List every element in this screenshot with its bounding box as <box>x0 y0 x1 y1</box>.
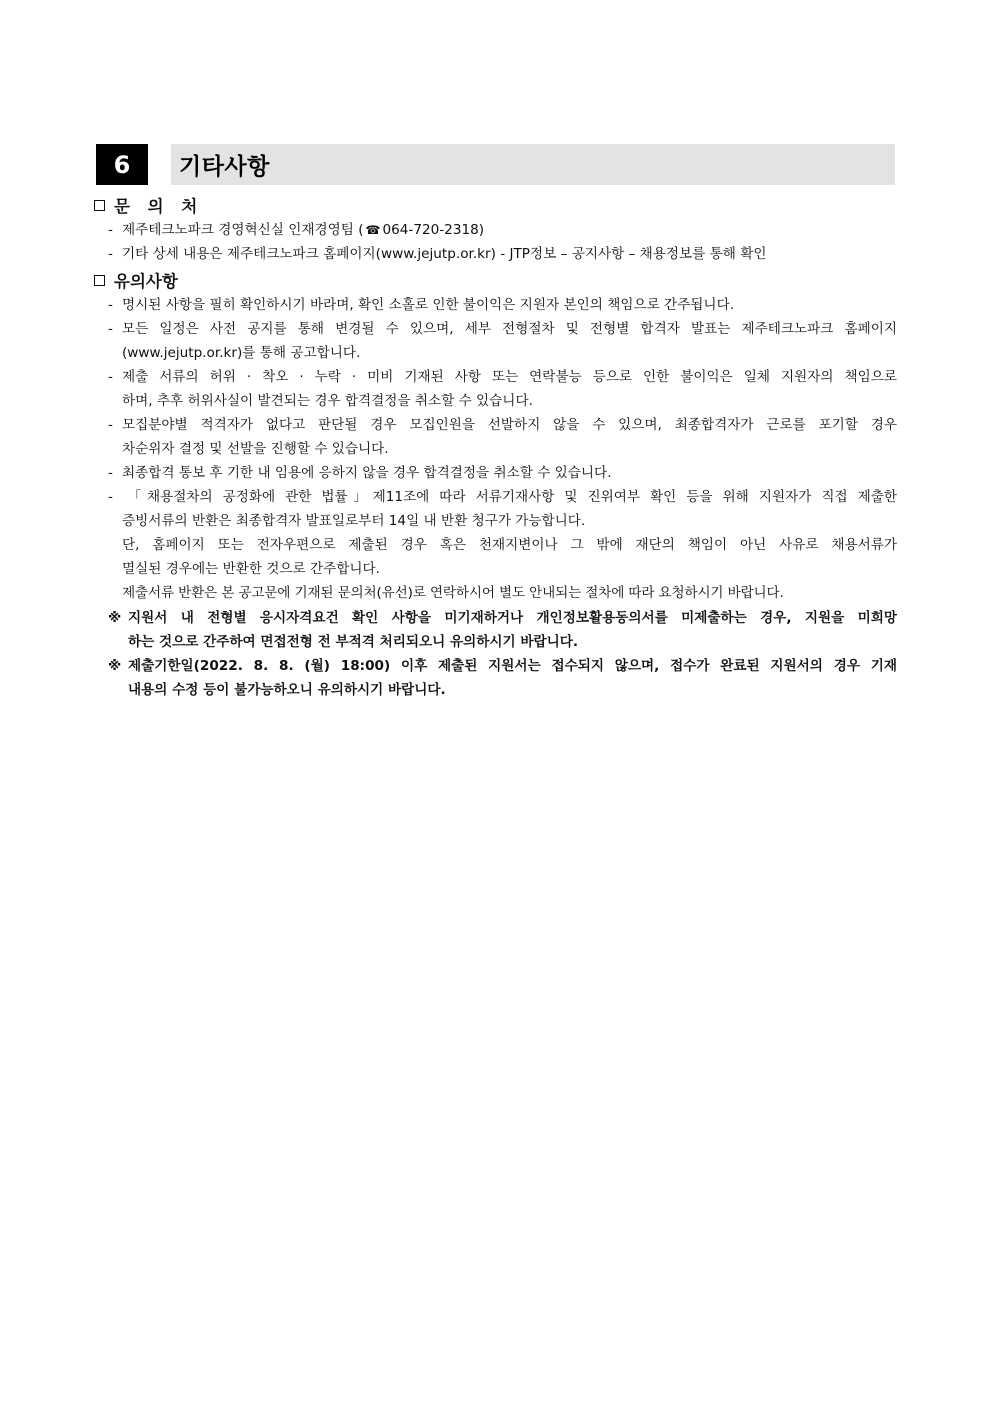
note-item: - 모든 일정은 사전 공지를 통해 변경될 수 있으며, 세부 전형절차 및 전형별 합격자 발표는 제주테크노파크 홈페이지 <box>108 321 897 337</box>
contact-dept: 제주테크노파크 경영혁신실 인재경영팀 <box>122 222 354 238</box>
telephone-icon: ☎ <box>365 223 381 237</box>
note-item-cont: 하며, 추후 허위사실이 발견되는 경우 합격결정을 취소할 수 있습니다. <box>122 393 533 409</box>
section-title-bar <box>171 144 895 185</box>
contact-detail: 기타 상세 내용은 제주테크노파크 홈페이지(www.jejutp.or.kr) - JTP정보 – 공지사항 – 채용정보를 통해 확인 <box>122 246 767 262</box>
note-item: - 제출 서류의 허위 · 착오 · 누락 · 미비 기재된 사항 또는 연락불능 등으로 인한 불이익은 일체 지원자의 책임으로 <box>108 369 897 385</box>
note-item-cont: 멸실된 경우에는 반환한 것으로 간주합니다. <box>122 561 380 577</box>
note-item-cont: 제출서류 반환은 본 공고문에 기재된 문의처(유선)로 연락하시어 별도 안내되는 절차에 따라 요청하시기 바랍니다. <box>122 585 784 601</box>
checkbox-square-icon <box>94 200 105 211</box>
section-title: 기타사항 <box>179 154 270 180</box>
warning-note: ※ 제출기한일(2022. 8. 8. (월) 18:00) 이후 제출된 지원서는 접수되지 않으며, 접수가 완료된 지원서의 경우 기재 <box>108 654 897 678</box>
contact-line-dept: - 제주테크노파크 경영혁신실 인재경영팀 ( ☎ 064-720-2318) <box>108 218 484 242</box>
note-item: - 모집분야별 적격자가 없다고 판단될 경우 모집인원을 선발하지 않을 수 있으며, 최종합격자가 근로를 포기할 경우 <box>108 417 897 433</box>
reference-mark-icon: ※ <box>108 610 122 626</box>
warning-note: ※ 지원서 내 전형별 응시자격요건 확인 사항을 미기재하거나 개인정보활용동의서를 미제출하는 경우, 지원을 미희망 <box>108 606 897 630</box>
note-item-cont: (www.jejutp.or.kr)를 통해 공고합니다. <box>122 345 361 361</box>
note-item-cont: 증빙서류의 반환은 최종합격자 발표일로부터 14일 내 반환 청구가 가능합니다. <box>122 513 586 529</box>
warning-note-cont: 내용의 수정 등이 불가능하오니 유의하시기 바랍니다. <box>128 682 446 698</box>
note-item: - 「채용절차의 공정화에 관한 법률」제11조에 따라 서류기재사항 및 진위여부 확인 등을 위해 지원자가 직접 제출한 <box>108 489 897 505</box>
checkbox-square-icon <box>94 275 105 286</box>
section-number: 6 <box>96 144 148 185</box>
contact-phone: 064-720-2318 <box>382 222 479 238</box>
note-item-cont: 단, 홈페이지 또는 전자우편으로 제출된 경우 혹은 천재지변이나 그 밖에 재단의 책임이 아닌 사유로 채용서류가 <box>122 537 897 553</box>
warning-note-cont: 하는 것으로 간주하여 면접전형 전 부적격 처리되오니 유의하시기 바랍니다. <box>128 634 579 650</box>
contact-line-detail: - 기타 상세 내용은 제주테크노파크 홈페이지(www.jejutp.or.kr) - JTP정보 – 공지사항 – 채용정보를 통해 확인 <box>108 246 767 262</box>
note-item: - 최종합격 통보 후 기한 내 임용에 응하지 않을 경우 합격결정을 취소할 수 있습니다. <box>108 465 612 481</box>
note-item-cont: 차순위자 결정 및 선발을 진행할 수 있습니다. <box>122 441 389 457</box>
reference-mark-icon: ※ <box>108 658 122 674</box>
notes-heading: 유의사항 <box>94 268 178 292</box>
contact-heading: 문 의 처 <box>94 193 203 217</box>
section-header <box>96 144 895 185</box>
note-item: - 명시된 사항을 필히 확인하시기 바라며, 확인 소홀로 인한 불이익은 지원자 본인의 책임으로 간주됩니다. <box>108 297 735 313</box>
